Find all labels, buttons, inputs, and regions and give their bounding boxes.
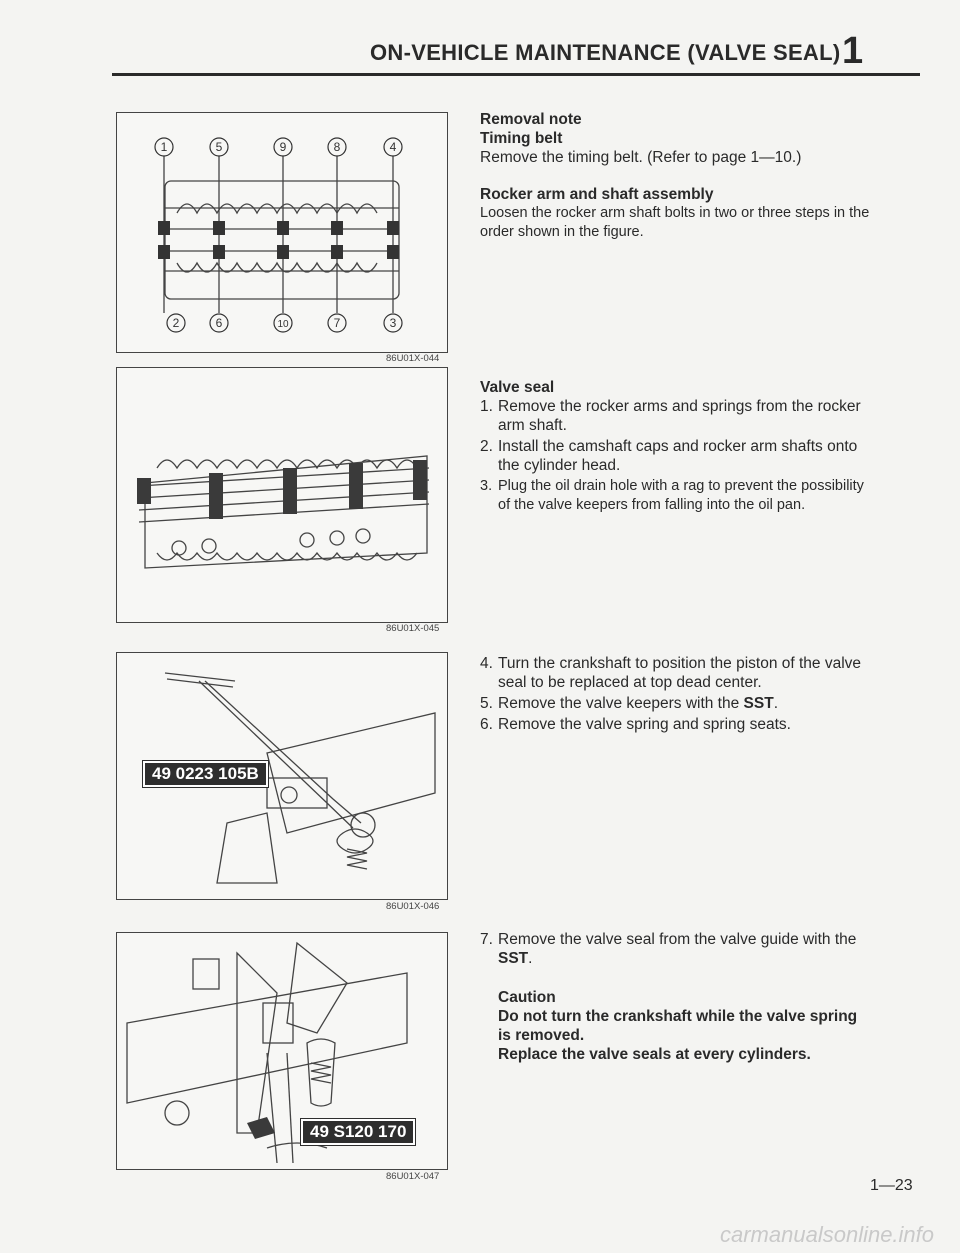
bolt-order-number: 9 [279,140,287,154]
watermark: carmanualsonline.info [720,1222,935,1247]
caution-line: Do not turn the crankshaft while the valve spring is removed. [498,1008,858,1044]
list-item: 6. Remove the valve spring and spring seats. [480,716,791,733]
removal-note-title: Removal note [480,111,582,128]
figure-code: 86U01X-045 [386,623,440,634]
bolt-order-number: 4 [389,140,397,154]
list-item: 2. Install the camshaft caps and rocker arm shafts onto the cylinder head. [480,438,858,474]
rocker-arm-heading: Rocker arm and shaft assembly [480,186,714,203]
caution-box [480,988,870,1064]
bolt-order-number: 1 [160,140,168,154]
sst-number-label: 49 S120 170 [301,1119,415,1145]
figure-code: 86U01X-046 [386,901,440,912]
timing-belt-heading: Timing belt [480,130,563,147]
bolt-order-number: 2 [172,316,180,330]
list-item: 5. Remove the valve keepers with the SST. [480,695,779,712]
list-item: 4. Turn the crankshaft to position the piston of the valve seal to be replaced at top dead center. [480,655,862,691]
timing-belt-text: Remove the timing belt. (Refer to page 1—10.) [480,149,802,166]
figure-camshaft-caps [116,367,448,623]
page-title: ON-VEHICLE MAINTENANCE (VALVE SEAL) [370,40,841,65]
caution-line: Replace the valve seals at every cylinders. [498,1046,811,1063]
step-7-block [480,930,870,1064]
bolt-order-number: 10 [277,319,289,330]
list-item: 3. Plug the oil drain hole with a rag to prevent the possibility of the valve keepers from falling into the oil pan. [480,478,864,513]
sst-number-label: 49 0223 105B [143,761,268,787]
figure-sst-valve-keepers [116,652,448,900]
figure-sst-valve-seal [116,932,448,1170]
list-item: 1. Remove the rocker arms and springs from the rocker arm shaft. [480,398,861,434]
bolt-order-number: 8 [333,140,341,154]
page-number: 1—23 [870,1177,913,1194]
bolt-order-number: 6 [215,316,223,330]
figure-code: 86U01X-044 [386,353,440,364]
bolt-order-number: 5 [215,140,223,154]
bolt-order-number: 7 [333,316,341,330]
rocker-arm-text: Loosen the rocker arm shaft bolts in two or three steps in the order shown in the figure. [480,205,870,240]
bolt-order-number: 3 [389,316,397,330]
figure-rocker-bolt-order [116,112,448,353]
figure-code: 86U01X-047 [386,1171,440,1182]
section-number: 1 [842,30,864,72]
valve-seal-block [480,378,870,517]
steps-4-6-block [480,654,870,736]
valve-seal-heading: Valve seal [480,379,555,396]
header-rule [112,73,920,76]
list-item: 7. Remove the valve seal from the valve guide with the SST. [480,931,857,967]
caution-title: Caution [498,989,556,1006]
removal-note-block [480,110,870,242]
